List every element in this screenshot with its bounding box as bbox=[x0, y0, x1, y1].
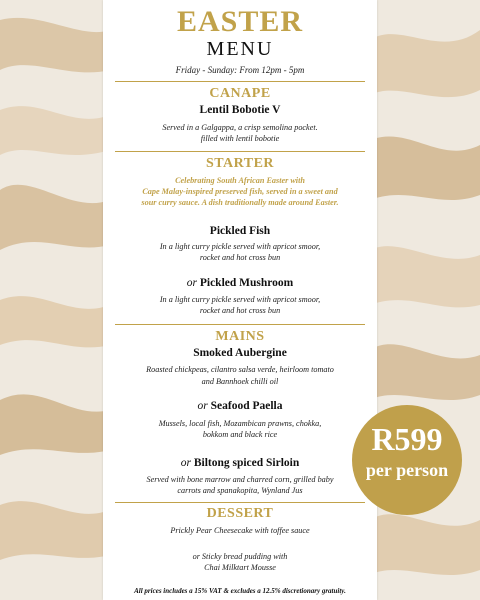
section-heading-canape: CANAPE bbox=[209, 86, 271, 101]
starter-intro: Cape Malay-inspired preserved fish, served in a sweet and bbox=[142, 187, 338, 196]
dish-description: rocket and hot cross bun bbox=[199, 253, 281, 262]
dish-pickled-mushroom bbox=[103, 277, 377, 289]
dish-description: rocket and hot cross bun bbox=[199, 306, 281, 315]
dessert-item: Chai Milktart Mousse bbox=[204, 563, 276, 572]
dish-description: Served in a Galgappa, a crisp semolina pocket. bbox=[162, 123, 318, 132]
dessert-item: Prickly Pear Cheesecake with toffee sauce bbox=[170, 526, 310, 535]
menu-title: EASTER bbox=[176, 5, 304, 38]
dish-description: bokkom and black rice bbox=[202, 430, 278, 439]
dish-seafood-paella bbox=[103, 400, 377, 412]
dish-description: In a light curry pickle served with apricot smoor, bbox=[159, 242, 321, 251]
dish-name: Biltong spiced Sirloin bbox=[193, 457, 300, 469]
dessert-item: or Sticky bread pudding with bbox=[192, 552, 288, 561]
price-footnote: All prices includes a 15% VAT & excludes a 12.5% discretionary gratuity. bbox=[134, 587, 346, 595]
menu-subtitle: MENU bbox=[206, 38, 274, 60]
menu-card bbox=[103, 0, 377, 600]
price-badge bbox=[352, 405, 462, 515]
price-value: R599 bbox=[371, 421, 443, 457]
price-unit: per person bbox=[365, 460, 449, 480]
dish-smoked-aubergine: Smoked Aubergine bbox=[193, 347, 287, 359]
dish-description: and Bannhoek chilli oil bbox=[201, 377, 279, 386]
dish-description: filled with lentil bobotie bbox=[200, 134, 280, 143]
dish-description: Roasted chickpeas, cilantro salsa verde, heirloom tomato bbox=[146, 365, 334, 374]
section-heading-starter: STARTER bbox=[205, 156, 275, 171]
dish-lentil-bobotie: Lentil Bobotie V bbox=[199, 104, 281, 116]
starter-intro: sour curry sauce. A dish traditionally made around Easter. bbox=[141, 198, 339, 207]
dish-description: In a light curry pickle served with apricot smoor, bbox=[159, 295, 321, 304]
dish-description: Served with bone marrow and charred corn, grilled baby bbox=[146, 475, 334, 484]
dish-name: Pickled Mushroom bbox=[199, 277, 294, 289]
dish-description: carrots and spanakopita, Wynland Jus bbox=[177, 486, 303, 495]
dish-biltong-sirloin bbox=[103, 457, 377, 469]
divider bbox=[115, 324, 365, 325]
divider bbox=[115, 151, 365, 152]
divider bbox=[115, 81, 365, 82]
opening-hours: Friday - Sunday: From 12pm - 5pm bbox=[175, 65, 305, 75]
or-label: or bbox=[180, 457, 191, 469]
section-heading-dessert: DESSERT bbox=[206, 506, 274, 521]
or-label: or bbox=[197, 400, 208, 412]
divider bbox=[115, 502, 365, 503]
dish-pickled-fish: Pickled Fish bbox=[209, 225, 271, 237]
dish-name: Seafood Paella bbox=[210, 400, 283, 412]
dish-description: Mussels, local fish, Mozambican prawns, chokka, bbox=[158, 419, 322, 428]
section-heading-mains: MAINS bbox=[215, 329, 265, 344]
starter-intro: Celebrating South African Easter with bbox=[175, 176, 305, 185]
or-label: or bbox=[186, 277, 197, 289]
